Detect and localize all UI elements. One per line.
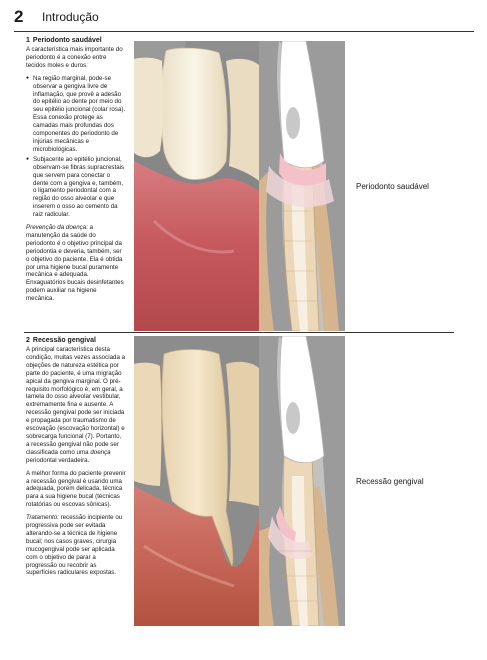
section-2-paragraph-2: A melhor forma do paciente prevenir a recessão gengival é usando uma adequada, porém delicada, técnica para a sua higiene bucal (técnicas rotatórias ou escovas sônicas).	[26, 469, 126, 509]
section-2-title: Recessão gengival	[32, 337, 96, 344]
header-rule	[14, 31, 474, 32]
section-1-note	[26, 224, 126, 303]
section-1-bullets	[26, 75, 126, 219]
page-title: Introdução	[42, 10, 99, 24]
section-2-heading	[26, 336, 126, 345]
healthy-periodontium-illustration	[134, 41, 345, 331]
section-2-caption: Recessão gengival	[356, 477, 424, 486]
section-2-p1-italic: doença	[90, 448, 111, 456]
page-header	[14, 7, 474, 29]
section-1-caption: Periodonto saudável	[356, 182, 429, 191]
section-2-number: 2	[26, 337, 30, 344]
section-1-bullet-1: ● Na região marginal, pode-se observar a gengiva livre de inflamação, que provê a adesão do epitélio ao dente por meio do seu epitélio juncional (colar rosa). Essa conexão protege as camadas mais profundas dos componentes do periodonto de injúrias mecânicas e microbiológicas.	[26, 75, 126, 154]
section-2-note-text: recessão incipiente ou progressiva pode ser evitada alterando-se a técnica de higiene bucal; nos casos graves, cirurgia mucogengival pode ser aplicada com o objetivo de parar a progressão ou recobrir as superfícies radiculares expostas.	[26, 514, 123, 577]
section-1-note-text: a manutenção da saúde do periodonto é o objetivo principal da periodontia e deveria, também, ser o objetivo do paciente. Ela é obtida por uma higiene bucal puramente mecânica e adequada. Enxaguatórios bucais desinfetantes podem auxiliar na higiene mecânica.	[26, 224, 124, 303]
section-2-note-label: Tratamento:	[26, 514, 59, 522]
section-1-intro: A característica mais importante do periodonto é a conexão entre tecidos moles e duros:	[26, 46, 123, 69]
section-1-title: Periodonto saudável	[32, 37, 102, 44]
page-number: 2	[14, 7, 24, 26]
section-2-note	[26, 514, 126, 577]
section-1-number: 1	[26, 37, 30, 44]
section-2-p1-text: A principal característica desta condição, muitas vezes associada a objeções de natureza estética por parte do paciente, é uma migração apical da gengiva marginal. O pré-requisito morfológico é, em geral, a lamela do osso alveolar vestibular, extremamente fina e ausente. A recessão gengival pode ser iniciada e propagada por traumatismo de escovação (escovação horizontal) e sobrecarga funcional (7). Portanto, a recessão gengival não pode ser classificada como uma	[26, 346, 126, 456]
section-1-note-label: Prevenção da doença:	[26, 224, 88, 232]
section-divider	[24, 332, 454, 333]
section-2-p1-end: periodontal verdadeira.	[26, 456, 90, 464]
section-1-text	[26, 36, 126, 308]
section-gingival-recession	[0, 336, 487, 628]
gingival-recession-illustration	[134, 336, 345, 626]
section-1-bullet-2: ● Subjacente ao epitélio juncional, observam-se fibras supracrestais que servem para conectar o dente com a gengiva e, também, o ligamento periodontal com a região do osso alveolar e que inserem o osso ao cemento da raiz radicular.	[26, 156, 126, 219]
section-1-heading	[26, 36, 126, 45]
section-healthy-periodontium	[0, 36, 487, 330]
section-2-text	[26, 336, 126, 582]
section-2-paragraph-1	[26, 346, 126, 465]
